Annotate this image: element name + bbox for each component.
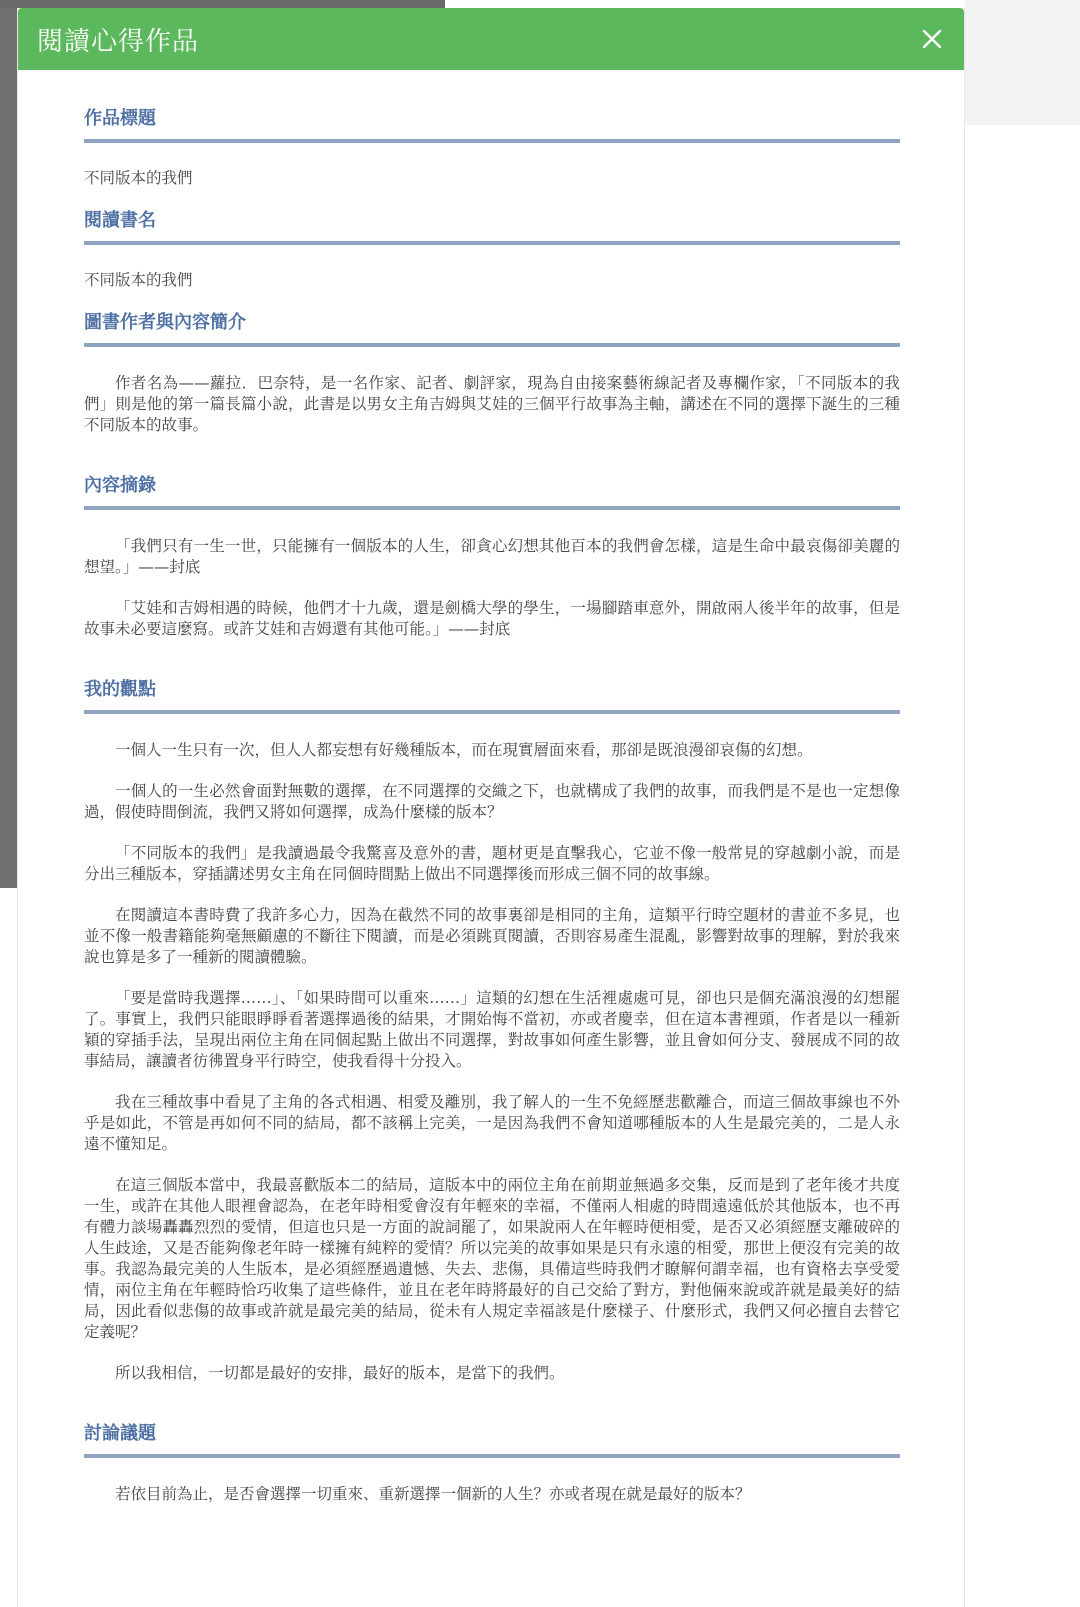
section-heading: 內容摘錄 [84,474,900,510]
modal-body [18,107,900,1505]
work-title-value: 不同版本的我們 [84,169,193,187]
author-intro-paragraph: 作者名為——蘿拉．巴奈特，是一名作家、記者、劇評家，現為自由接案藝術線記者及專欄作家，「不同版本的我們」則是他的第一篇長篇小說，此書是以男女主角吉姆與艾娃的三個平行故事為主軸，講述在不同的選擇下誕生的三種不同版本的故事。 [84,374,900,434]
opinion-paragraph: 在這三個版本當中，我最喜歡版本二的結局，這版本中的兩位主角在前期並無過多交集，反而是到了老年後才共度一生，或許在其他人眼裡會認為，在老年時相愛會沒有年輕來的幸福，不僅兩人相處的時間遠遠低於其他版本，也不再有體力談場轟轟烈烈的愛情，但這也只是一方面的說詞罷了，如果說兩人在年輕時便相愛，是否又必須經歷支離破碎的人生歧途，又是否能夠像老年時一樣擁有純粹的愛情？所以完美的故事如果是只有永遠的相愛，那世上便沒有完美的故事。我認為最完美的人生版本，是必須經歷過遺憾、失去、悲傷，具備這些時我們才瞭解何謂幸福，也有資格去享受愛情，兩位主角在年輕時恰巧收集了這些條件，並且在老年時將最好的自己交給了對方，對他倆來說或許就是最美好的結局，因此看似悲傷的故事或許就是最完美的結局，從未有人規定幸福該是什麼樣子、什麼形式，我們又何必擅自去替它定義呢？ [84,1176,900,1341]
modal-header [18,8,964,70]
page-backdrop-right [965,0,1080,125]
opinion-paragraph: 我在三種故事中看見了主角的各式相遇、相愛及離別，我了解人的一生不免經歷悲歡離合，而這三個故事線也不外乎是如此，不管是再如何不同的結局，都不該稱上完美，一是因為我們不會知道哪種版本的人生是最完美的，二是人永遠不懂知足。 [84,1093,900,1153]
opinion-paragraph: 一個人的一生必然會面對無數的選擇，在不同選擇的交織之下，也就構成了我們的故事，而我們是不是也一定想像過，假使時間倒流，我們又將如何選擇，成為什麼樣的版本？ [84,782,900,821]
section-heading: 我的觀點 [84,678,900,714]
section-author-intro [84,311,900,436]
section-heading: 討論議題 [84,1422,900,1458]
excerpt-paragraph: 「艾娃和吉姆相遇的時候，他們才十九歲，還是劍橋大學的學生，一場腳踏車意外，開啟兩人後半年的故事，但是故事未必要這麼寫。或許艾娃和吉姆還有其他可能。」——封底 [84,599,900,638]
opinion-paragraph: 「要是當時我選擇……」、「如果時間可以重來……」這類的幻想在生活裡處處可見，卻也只是個充滿浪漫的幻想罷了。事實上，我們只能眼睜睜看著選擇過後的結果，才開始悔不當初，亦或者慶幸，但在這本書裡頭，作者是以一種新穎的穿插手法，呈現出兩位主角在同個起點上做出不同選擇，對故事如何產生影響，並且會如何分支、發展成不同的故事結局，讓讀者彷彿置身平行時空，使我看得十分投入。 [84,989,900,1070]
section-book-name [84,209,900,291]
opinion-paragraph: 「不同版本的我們」是我讀過最令我驚喜及意外的書，題材更是直擊我心，它並不像一般常見的穿越劇小說，而是分出三種版本，穿插講述男女主角在同個時間點上做出不同選擇後而形成三個不同的故事線。 [84,844,900,883]
opinion-paragraph: 所以我相信，一切都是最好的安排，最好的版本，是當下的我們。 [115,1364,565,1382]
section-opinion [84,678,900,1384]
opinion-paragraph: 在閱讀這本書時費了我許多心力，因為在截然不同的故事裏卻是相同的主角，這類平行時空題材的書並不多見，也並不像一般書籍能夠毫無顧慮的不斷往下閱讀，而是必須跳頁閱讀，否則容易產生混亂，影響對故事的理解，對於我來說也算是多了一種新的閱讀體驗。 [84,906,900,966]
book-name-value: 不同版本的我們 [84,271,193,289]
page-backdrop-top [0,0,445,8]
modal-title: 閱讀心得作品 [37,26,200,57]
close-icon [922,29,942,49]
excerpt-paragraph: 「我們只有一生一世，只能擁有一個版本的人生，卻貪心幻想其他百本的我們會怎樣，這是生命中最哀傷卻美麗的想望。」——封底 [84,537,900,576]
opinion-paragraph: 一個人一生只有一次，但人人都妄想有好幾種版本，而在現實層面來看，那卻是既浪漫卻哀傷的幻想。 [115,741,813,759]
section-excerpts [84,474,900,640]
reading-report-modal [17,8,965,1607]
section-work-title [84,107,900,189]
close-button[interactable] [918,25,946,53]
section-discussion [84,1422,900,1505]
section-heading: 閱讀書名 [84,209,900,245]
section-heading: 圖書作者與內容簡介 [84,311,900,347]
page-backdrop [0,0,17,888]
section-heading: 作品標題 [84,107,900,143]
discussion-paragraph: 若依目前為止，是否會選擇一切重來、重新選擇一個新的人生？亦或者現在就是最好的版本？ [115,1485,751,1503]
